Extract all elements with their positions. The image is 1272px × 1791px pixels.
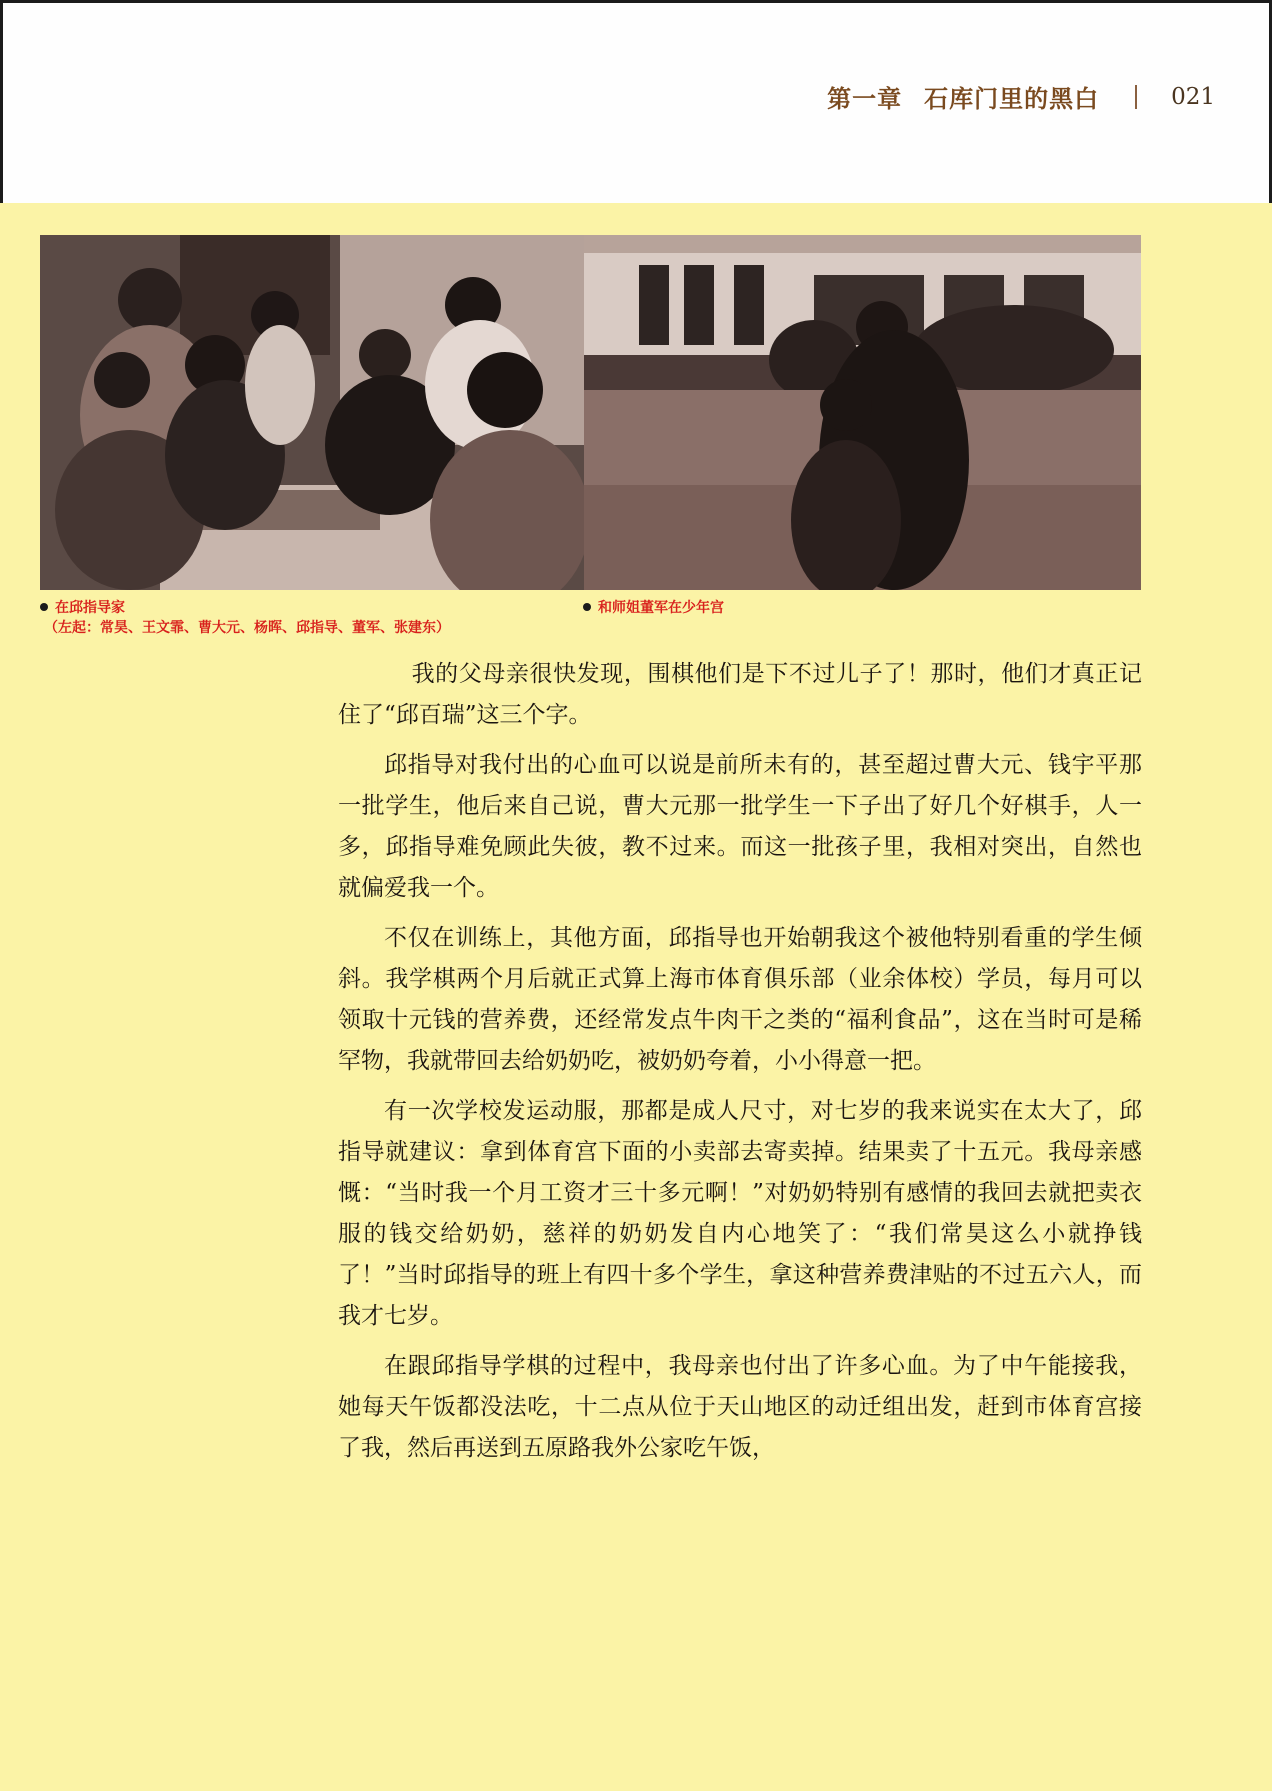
caption-right-title: 和师姐董军在少年宫 [598,600,724,616]
paragraph: 我的父母亲很快发现，围棋他们是下不过儿子了！那时，他们才真正记住了“邱百瑞”这三个字。 [338,661,1142,728]
header-divider [1135,85,1137,109]
photo-strip [40,235,1141,590]
caption-left-names: （左起：常昊、王文霏、曹大元、杨晖、邱指导、董军、张建东） [44,620,450,636]
bullet-dot-icon [40,603,48,611]
photo-family-playing-go [40,235,584,590]
body-text [338,654,1142,1478]
chapter-number: 第一章 [827,84,903,113]
photo-captions [40,598,1141,643]
chapter-title: 石库门里的黑白 [924,84,1100,113]
caption-left [40,598,450,638]
paragraph: 不仅在训练上，其他方面，邱指导也开始朝我这个被他特别看重的学生倾斜。我学棋两个月后就正式算上海市体育俱乐部（业余体校）学员，每月可以领取十元钱的营养费，还经常发点牛肉干之类的“福利食品”，这在当时可是稀罕物，我就带回去给奶奶吃，被奶奶夸着，小小得意一把。 [338,925,1142,1074]
paragraph: 有一次学校发运动服，那都是成人尺寸，对七岁的我来说实在太大了，邱指导就建议：拿到体育宫下面的小卖部去寄卖掉。结果卖了十五元。我母亲感慨：“当时我一个月工资才三十多元啊！”对奶奶特别有感情的我回去就把卖衣服的钱交给奶奶，慈祥的奶奶发自内心地笑了：“我们常昊这么小就挣钱了！”当时邱指导的班上有四十多个学生，拿这种营养费津贴的不过五六人，而我才七岁。 [338,1098,1142,1329]
page-header [0,0,1272,203]
page-number: 021 [1171,83,1215,110]
caption-left-title: 在邱指导家 [55,600,125,616]
paragraph: 邱指导对我付出的心血可以说是前所未有的，甚至超过曹大元、钱宇平那一批学生，他后来自己说，曹大元那一批学生一下子出了好几个好棋手，人一多，邱指导难免顾此失彼，教不过来。而这一批孩子里，我相对突出，自然也就偏爱我一个。 [338,752,1142,901]
caption-right [583,598,724,618]
running-head [827,79,1215,114]
bullet-dot-icon [583,603,591,611]
paragraph: 在跟邱指导学棋的过程中，我母亲也付出了许多心血。为了中午能接我，她每天午饭都没法吃，十二点从位于天山地区的动迁组出发，赶到市体育宫接了我，然后再送到五原路我外公家吃午饭， [338,1353,1142,1461]
photo-with-senior-at-youth-palace [584,235,1141,590]
